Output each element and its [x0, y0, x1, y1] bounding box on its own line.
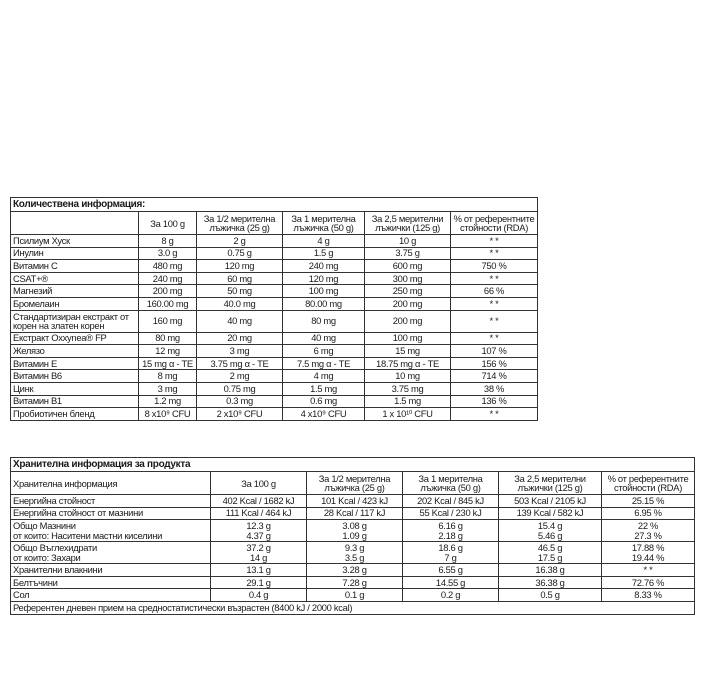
- table-cell: 55 Kcal / 230 kJ: [403, 507, 499, 520]
- table-row: [11, 542, 695, 564]
- row-label: Инулин: [11, 247, 139, 260]
- table-row: [11, 589, 695, 602]
- row-label: Екстракт Oxxynea® FP: [11, 332, 139, 345]
- row-label: Витамин С: [11, 260, 139, 273]
- table-cell: 12 mg: [139, 345, 197, 358]
- table-cell: 1.5 mg: [283, 382, 365, 395]
- table-row: [11, 395, 538, 408]
- table-header-row: [11, 472, 695, 495]
- row-label: Витамин Е: [11, 357, 139, 370]
- table-cell: 40.0 mg: [197, 297, 283, 310]
- table-row: [11, 235, 538, 248]
- table-title-row: [11, 458, 695, 472]
- table-cell: 3.0 g: [139, 247, 197, 260]
- row-label: Енергийна стойност от мазнини: [11, 507, 211, 520]
- table-cell: 6.16 g 2.18 g: [403, 520, 499, 542]
- column-header: [11, 212, 139, 235]
- table-cell: 156 %: [451, 357, 538, 370]
- table-cell: 136 %: [451, 395, 538, 408]
- table-cell: 1 x 10¹⁰ CFU: [365, 408, 451, 421]
- table-cell: 480 mg: [139, 260, 197, 273]
- table-row: [11, 345, 538, 358]
- table-row: [11, 408, 538, 421]
- row-label: Сол: [11, 589, 211, 602]
- table-cell: 3 mg: [197, 345, 283, 358]
- table-row: [11, 247, 538, 260]
- table-cell: 0.1 g: [307, 589, 403, 602]
- table-title: Количествена информация:: [11, 198, 538, 212]
- footnote: Референтен дневен прием на средностатистически възрастен (8400 kJ / 2000 kcal): [11, 601, 695, 614]
- table-cell: 22 % 27.3 %: [602, 520, 695, 542]
- table-cell: 3.75 mg: [365, 382, 451, 395]
- table-cell: 28 Kcal / 117 kJ: [307, 507, 403, 520]
- table-cell: 80 mg: [283, 310, 365, 332]
- table-row: [11, 507, 695, 520]
- column-header: % от референтните стойности (RDA): [602, 472, 695, 495]
- table-cell: 714 %: [451, 370, 538, 383]
- table-cell: 3 mg: [139, 382, 197, 395]
- table-cell: 8.33 %: [602, 589, 695, 602]
- row-label: Хранителни влакнини: [11, 564, 211, 577]
- table-cell: 0.3 mg: [197, 395, 283, 408]
- table-cell: 7.5 mg α - TE: [283, 357, 365, 370]
- table-cell: 4 g: [283, 235, 365, 248]
- table-cell: 202 Kcal / 845 kJ: [403, 495, 499, 508]
- table-title-row: [11, 198, 538, 212]
- table-cell: 10 g: [365, 235, 451, 248]
- table-cell: 25.15 %: [602, 495, 695, 508]
- table-cell: 120 mg: [197, 260, 283, 273]
- table-row: [11, 520, 695, 542]
- table-cell: 200 mg: [139, 285, 197, 298]
- column-header: За 100 g: [211, 472, 307, 495]
- table-cell: 160 mg: [139, 310, 197, 332]
- table-cell: 8 x10⁹ CFU: [139, 408, 197, 421]
- table-cell: 111 Kcal / 464 kJ: [211, 507, 307, 520]
- column-header: За 2,5 мерителни лъжички (125 g): [499, 472, 602, 495]
- table-cell: 300 mg: [365, 272, 451, 285]
- row-label: Общо Мазнини от които: Наситени мастни киселини: [11, 520, 211, 542]
- table-cell: 107 %: [451, 345, 538, 358]
- column-header: За 1/2 мерителна лъжичка (25 g): [307, 472, 403, 495]
- table-cell: 40 mg: [197, 310, 283, 332]
- table-row: [11, 357, 538, 370]
- table-row: [11, 382, 538, 395]
- table-row: [11, 310, 538, 332]
- table-cell: 240 mg: [283, 260, 365, 273]
- column-header: % от референтните стойности (RDA): [451, 212, 538, 235]
- table-cell: 37.2 g 14 g: [211, 542, 307, 564]
- table-row: [11, 272, 538, 285]
- row-label: CSAT+®: [11, 272, 139, 285]
- row-label: Стандартизиран екстракт от корен на златен корен: [11, 310, 139, 332]
- table-cell: 18.6 g 7 g: [403, 542, 499, 564]
- table-row: [11, 285, 538, 298]
- table-cell: 120 mg: [283, 272, 365, 285]
- row-label: Общо Въглехидрати от които: Захари: [11, 542, 211, 564]
- nutrition-table: [10, 457, 695, 615]
- table-cell: 1.5 mg: [365, 395, 451, 408]
- table-cell: 3.75 g: [365, 247, 451, 260]
- table-cell: 66 %: [451, 285, 538, 298]
- table-cell: 3.75 mg α - TE: [197, 357, 283, 370]
- table-cell: * *: [451, 310, 538, 332]
- table-cell: * *: [602, 564, 695, 577]
- table-cell: * *: [451, 247, 538, 260]
- row-label: Витамин В1: [11, 395, 139, 408]
- table-cell: 0.2 g: [403, 589, 499, 602]
- table-cell: 100 mg: [283, 285, 365, 298]
- table-cell: 29.1 g: [211, 576, 307, 589]
- table-cell: 10 mg: [365, 370, 451, 383]
- table-cell: 402 Kcal / 1682 kJ: [211, 495, 307, 508]
- table-cell: 38 %: [451, 382, 538, 395]
- row-label: Желязо: [11, 345, 139, 358]
- table-row: [11, 332, 538, 345]
- table-cell: 200 mg: [365, 310, 451, 332]
- table-cell: 0.75 mg: [197, 382, 283, 395]
- table-cell: 15 mg α - TE: [139, 357, 197, 370]
- column-header: Хранителна информация: [11, 472, 211, 495]
- table-cell: * *: [451, 297, 538, 310]
- table-title: Хранителна информация за продукта: [11, 458, 695, 472]
- table-cell: 750 %: [451, 260, 538, 273]
- table-row: [11, 576, 695, 589]
- table-cell: 3.08 g 1.09 g: [307, 520, 403, 542]
- table-cell: 1.5 g: [283, 247, 365, 260]
- column-header: За 100 g: [139, 212, 197, 235]
- table-cell: 0.6 mg: [283, 395, 365, 408]
- table-cell: 50 mg: [197, 285, 283, 298]
- row-label: Енергийна стойност: [11, 495, 211, 508]
- table-row: [11, 297, 538, 310]
- table-cell: 9.3 g 3.5 g: [307, 542, 403, 564]
- table-cell: 1.2 mg: [139, 395, 197, 408]
- table-row: [11, 564, 695, 577]
- table-header-row: [11, 212, 538, 235]
- table-cell: * *: [451, 272, 538, 285]
- table-row: [11, 370, 538, 383]
- table-cell: 6.95 %: [602, 507, 695, 520]
- table-cell: 250 mg: [365, 285, 451, 298]
- row-label: Витамин В6: [11, 370, 139, 383]
- table-cell: 20 mg: [197, 332, 283, 345]
- table-cell: 6 mg: [283, 345, 365, 358]
- table-cell: 15 mg: [365, 345, 451, 358]
- row-label: Бромелаин: [11, 297, 139, 310]
- table-cell: 3.28 g: [307, 564, 403, 577]
- table-cell: 8 mg: [139, 370, 197, 383]
- table-cell: 36.38 g: [499, 576, 602, 589]
- table-cell: 17.88 % 19.44 %: [602, 542, 695, 564]
- table-cell: 16.38 g: [499, 564, 602, 577]
- table-cell: 46.5 g 17.5 g: [499, 542, 602, 564]
- table-cell: 240 mg: [139, 272, 197, 285]
- table-cell: 12.3 g 4.37 g: [211, 520, 307, 542]
- column-header: За 1 мерителна лъжичка (50 g): [403, 472, 499, 495]
- row-label: Псилиум Хуск: [11, 235, 139, 248]
- table-cell: * *: [451, 332, 538, 345]
- table-cell: 15.4 g 5.46 g: [499, 520, 602, 542]
- column-header: За 2,5 мерителни лъжички (125 g): [365, 212, 451, 235]
- table-cell: 2 mg: [197, 370, 283, 383]
- column-header: За 1/2 мерителна лъжичка (25 g): [197, 212, 283, 235]
- table-cell: 13.1 g: [211, 564, 307, 577]
- row-label: Белтъчини: [11, 576, 211, 589]
- footnote-row: [11, 601, 695, 614]
- table-cell: 200 mg: [365, 297, 451, 310]
- table-cell: 2 x10⁹ CFU: [197, 408, 283, 421]
- table-cell: 600 mg: [365, 260, 451, 273]
- table-cell: 4 mg: [283, 370, 365, 383]
- table-cell: * *: [451, 235, 538, 248]
- table-cell: * *: [451, 408, 538, 421]
- row-label: Магнезий: [11, 285, 139, 298]
- table-cell: 503 Kcal / 2105 kJ: [499, 495, 602, 508]
- table-cell: 40 mg: [283, 332, 365, 345]
- table-cell: 7.28 g: [307, 576, 403, 589]
- table-cell: 100 mg: [365, 332, 451, 345]
- row-label: Цинк: [11, 382, 139, 395]
- table-cell: 80.00 mg: [283, 297, 365, 310]
- column-header: За 1 мерителна лъжичка (50 g): [283, 212, 365, 235]
- table-row: [11, 495, 695, 508]
- table-cell: 139 Kcal / 582 kJ: [499, 507, 602, 520]
- table-cell: 160.00 mg: [139, 297, 197, 310]
- table-row: [11, 260, 538, 273]
- table-cell: 2 g: [197, 235, 283, 248]
- table-cell: 4 x10⁹ CFU: [283, 408, 365, 421]
- table-cell: 0.75 g: [197, 247, 283, 260]
- table-cell: 72.76 %: [602, 576, 695, 589]
- table-cell: 101 Kcal / 423 kJ: [307, 495, 403, 508]
- table-cell: 18.75 mg α - TE: [365, 357, 451, 370]
- table-cell: 0.4 g: [211, 589, 307, 602]
- table-cell: 14.55 g: [403, 576, 499, 589]
- table-cell: 60 mg: [197, 272, 283, 285]
- table-cell: 80 mg: [139, 332, 197, 345]
- table-cell: 0.5 g: [499, 589, 602, 602]
- table-cell: 6.55 g: [403, 564, 499, 577]
- table-cell: 8 g: [139, 235, 197, 248]
- quantity-table: [10, 197, 538, 421]
- row-label: Пробиотичен бленд: [11, 408, 139, 421]
